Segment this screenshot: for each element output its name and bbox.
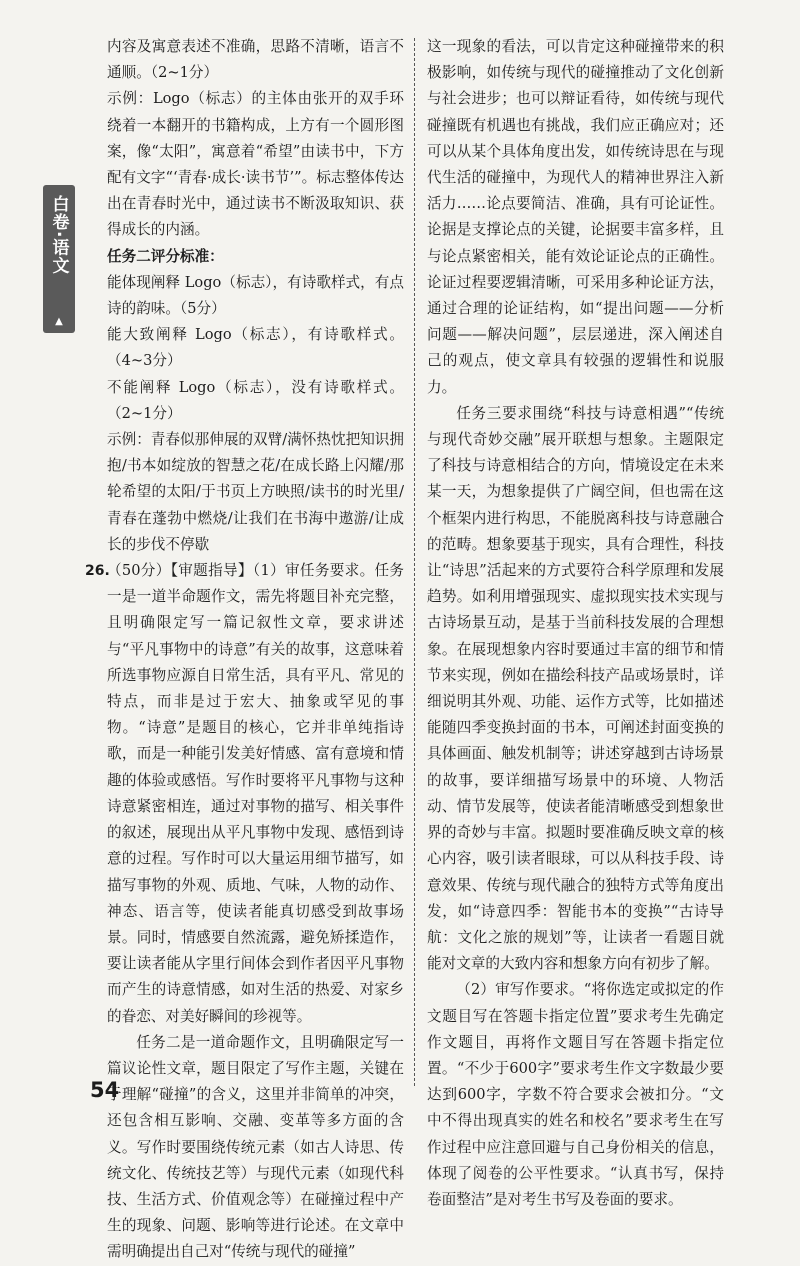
- page-number: 54: [90, 1078, 120, 1102]
- task2-scoring-heading: 任务二评分标准：: [107, 247, 224, 265]
- right-column: [427, 34, 724, 1213]
- side-tab-label: 白卷·语文: [48, 195, 69, 275]
- right-paragraph-3: （2）审写作要求。“将你选定或拟定的作文题目写在答题卡指定位置”要求考生先确定作文题目，再将作文题目写在答题卡指定位置。“不少于600字”要求考生作文字数最少要达到600字，字数不符合要求会被扣分。“文中不得出现真实的姓名和校名”要求考生在写作过程中应注意回避与自己身份相关的信息，体现了阅卷的公平性要求。“认真书写，保持卷面整洁”是对考生书写及卷面的要求。: [427, 981, 724, 1208]
- triangle-up-icon: ▲: [55, 316, 63, 327]
- question-26-paragraph-2: 任务二是一道命题作文，且明确限定写一篇议论性文章，题目限定了写作主题，关键在于理解“碰撞”的含义，这里并非简单的冲突，还包含相互影响、交融、变革等多方面的含义。写作时要围绕传统元素（如古人诗思、传统文化、传统技艺等）与现代元素（如现代科技、生活方式、价值观念等）在碰撞过程中产生的现象、问题、影响等进行论述。在文章中需明确提出自己对“传统与现代的碰撞”: [107, 1033, 404, 1261]
- question-26-paragraph-1: （50分）【审题指导】（1）审任务要求。任务一是一道半命题作文，需先将题目补充完整，且明确限定写一篇记叙性文章，要求讲述与“平凡事物中的诗意”有关的故事，这意味着所选事物应源自日常生活，具有平凡、常见的特点，而非是过于宏大、抽象或罕见的事物。“诗意”是题目的核心，它并非单纯指诗歌，而是一种能引发美好情感、富有意境和情趣的体验或感悟。写作时要将平凡事物与这种诗意紧密相连，通过对事物的描写、相关事件的叙述，展现出从平凡事物中发现、感悟到诗意的过程。写作时可以大量运用细节描写，如描写事物的外观、质地、气味，人物的动作、神态、语言等，使读者能真切感受到故事场景。同时，情感要自然流露，避免矫揉造作，要让读者能从字里行间体会到作者因平凡事物而产生的诗意情感，如对生活的热爱、对家乡的眷恋、对美好瞬间的珍视等。: [107, 562, 404, 1025]
- question-26: [85, 558, 404, 1030]
- left-paragraph-4: 能体现阐释 Logo（标志），有诗歌样式，有点诗的韵味。（5分）: [107, 273, 404, 318]
- left-paragraph-5: 能大致阐释 Logo（标志），有诗歌样式。（4~3分）: [107, 326, 404, 370]
- left-paragraph-7: 示例：青春似那伸展的双臂/满怀热忱把知识拥抱/书本如绽放的智慧之花/在成长路上闪耀/那轮希望的太阳/于书页上方映照/读书的时光里/青春在蓬勃中燃烧/让我们在书海中遨游/让成长的步伐不停歇: [107, 431, 404, 553]
- right-paragraph-1: 这一现象的看法，可以肯定这种碰撞带来的积极影响，如传统与现代的碰撞推动了文化创新与社会进步；也可以辩证看待，如传统与现代碰撞既有机遇也有挑战，我们应正确应对；还可以从某个具体角度出发，如传统诗思在与现代生活的碰撞中，为现代人的精神世界注入新活力……论点要简洁、准确，具有可论证性。论据是支撑论点的关键，论据要丰富多样，且与论点紧密相关，能有效论证论点的正确性。论证过程要逻辑清晰，可采用多种论证方法，通过合理的论证结构，如“提出问题——分析问题——解决问题”，层层递进，深入阐述自己的观点，使文章具有较强的逻辑性和说服力。: [427, 38, 724, 396]
- right-paragraph-2: 任务三要求围绕“科技与诗意相遇”“传统与现代奇妙交融”展开联想与想象。主题限定了科技与诗意相结合的方向，情境设定在未来某一天，为想象提供了广阔空间，但也需在这个框架内进行构思，不能脱离科技与诗意融合的范畴。想象要基于现实，具有合理性，科技让“诗思”活起来的方式要符合科学原理和发展趋势。如利用增强现实、虚拟现实技术实现与古诗场景互动，是基于当前科技发展的合理想象。在展现想象内容时要通过丰富的细节和情节来实现，例如在描绘科技产品或场景时，详细说明其外观、功能、运作方式等，比如描述能随四季变换封面的书本，可阐述封面变换的具体画面、触发机制等；讲述穿越到古诗场景的故事，要详细描写场景中的环境、人物活动、情节发展等，使读者能清晰感受到想象世界的奇妙与丰富。拟题时要准确反映文章的核心内容，吸引读者眼球，可以从科技手段、诗意效果、传统与现代融合的独特方式等角度出发，如“诗意四季：智能书本的变换”“古诗导航：文化之旅的规划”等，让读者一看题目就能对文章的大致内容和想象方向有初步了解。: [427, 404, 724, 973]
- subject-side-tab: [43, 185, 75, 333]
- left-paragraph-1: 内容及寓意表述不准确，思路不清晰，语言不通顺。（2~1分）: [107, 38, 404, 82]
- left-paragraph-6: 不能阐释 Logo（标志），没有诗歌样式。（2~1分）: [107, 378, 404, 422]
- question-number: 26.: [85, 563, 110, 580]
- left-paragraph-2: 示例：Logo（标志）的主体由张开的双手环绕着一本翻开的书籍构成，上方有一个圆形图案，像“太阳”，寓意着“希望”由读书中，下方配有文字“‘青春·成长·读书节’”。标志整体传达出在青春时光中，通过读书不断汲取知识、获得成长的内涵。: [107, 90, 404, 239]
- column-divider: [414, 38, 415, 1086]
